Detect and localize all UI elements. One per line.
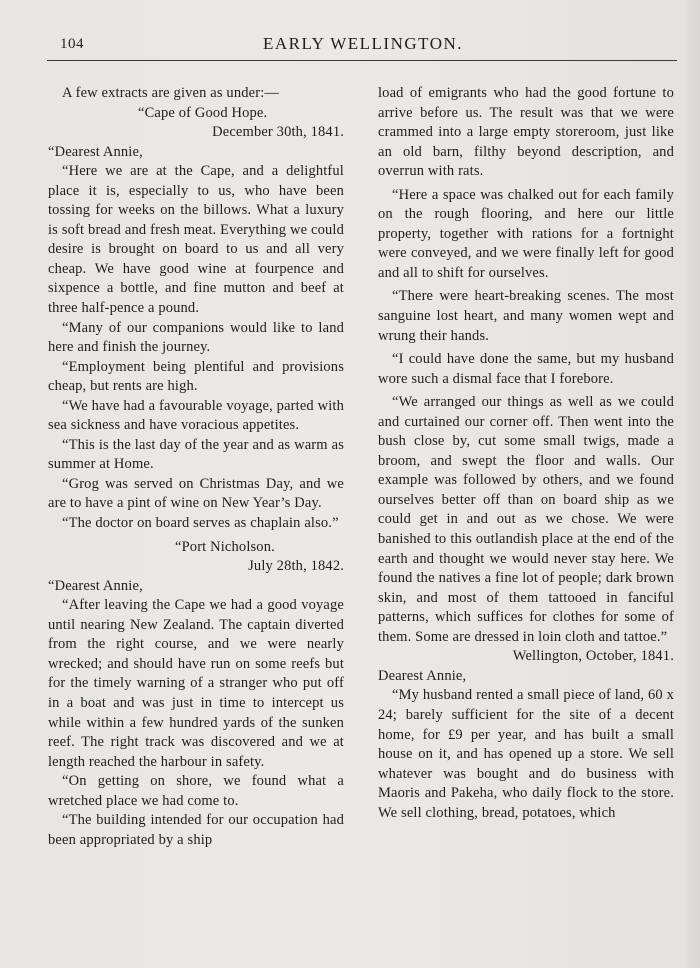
page-header [48, 34, 678, 58]
left-column [48, 84, 344, 850]
paragraph: “Here a space was chalked out for each family on the rough flooring, and here our little property, together with rations for a fortnight were conveyed, and we were finally left for good and all to shift for ourselves. [378, 186, 674, 281]
right-column [378, 84, 674, 823]
paragraph: load of emigrants who had the good fortune to arrive before us. The result was that we were crammed into a large empty storeroom, just like an old barn, filthy beyond description, and overrun with rats. [378, 85, 674, 180]
paragraph: “On getting on shore, we found what a wretched place we had come to. [48, 773, 344, 809]
page-edge-shadow [684, 0, 700, 968]
letter-salutation: “Dearest Annie, [48, 577, 143, 594]
paragraph: “We arranged our things as well as we could and curtained our corner off. Then went into the bush close by, cut some small twigs, made a broom, and swept the floor and walls. Our example was followed by others, and we found ourselves better off than on board ship as we could get in and out as we chose. We were banished to this outlandish place at the end of the earth and thought we would never stay here. We found the natives a fine lot of people; dark brown skin, and most of them tattooed in fanciful patterns, which suffices for clothes for some of them. Some are dressed in loin cloth and tattoe.” [378, 394, 674, 645]
header-rule [47, 60, 677, 61]
paragraph: “We have had a favourable voyage, parted with sea sickness and have voracious appetites. [48, 397, 344, 434]
paragraph: “Here we are at the Cape, and a delightful place it is, especially to us, who have been tossing for weeks on the billows. What a luxury is soft bread and fresh meat. Everything we could desire is brought on board to us and all very cheap. We have good wine at fourpence and sixpence a bottle, and fine mutton and beef at three half-pence a pound. [48, 163, 344, 317]
paragraph: “The doctor on board serves as chaplain also.” [62, 515, 339, 532]
letter-salutation: Dearest Annie, [378, 667, 467, 684]
paragraph: “My husband rented a small piece of land, 60 x 24; barely sufficient for the site of a decent home, for £9 per year, and has built a small house on it, and has opened up a store. We sell whatever was bought and do business with Maoris and Pakeha, who daily flock to the store. We sell clothing, bread, potatoes, which [378, 687, 674, 821]
paragraph: “This is the last day of the year and as warm as summer at Home. [48, 436, 344, 473]
letter-salutation: “Dearest Annie, [48, 143, 143, 160]
letter-date: July 28th, 1842. [248, 558, 344, 575]
running-title: EARLY WELLINGTON. [262, 34, 464, 53]
page-number: 104 [60, 36, 84, 52]
letter-place-date: Wellington, October, 1841. [512, 648, 674, 665]
intro-paragraph: A few extracts are given as under:— [62, 85, 280, 101]
paragraph: “Many of our companions would like to land here and finish the journey. [48, 319, 344, 356]
paragraph: “There were heart-breaking scenes. The most sanguine lost heart, and many women wept and wrung their hands. [378, 288, 674, 344]
letter-place: “Port Nicholson. [175, 538, 275, 555]
letter-place: “Cape of Good Hope. [138, 104, 268, 121]
paragraph: “Grog was served on Christmas Day, and we are to have a pint of wine on New Year’s Day. [48, 475, 344, 512]
paragraph: “I could have done the same, but my husband wore such a dismal face that I forebore. [378, 351, 674, 387]
letter-date: December 30th, 1841. [212, 124, 344, 141]
paragraph: “After leaving the Cape we had a good voyage until nearing New Zealand. The captain diverted from the right course, and we were nearly wrecked; and should have run on some reefs but for the timely warning of a stranger who put off in a boat and was just in time to intercept us while within a few hundred yards of the sunken reef. The right track was discovered and we at length reached the harbour in safety. [48, 597, 344, 770]
paragraph: “The building intended for our occupation had been appropriated by a ship [48, 812, 344, 848]
paragraph: “Employment being plentiful and provisions cheap, but rents are high. [48, 358, 344, 395]
